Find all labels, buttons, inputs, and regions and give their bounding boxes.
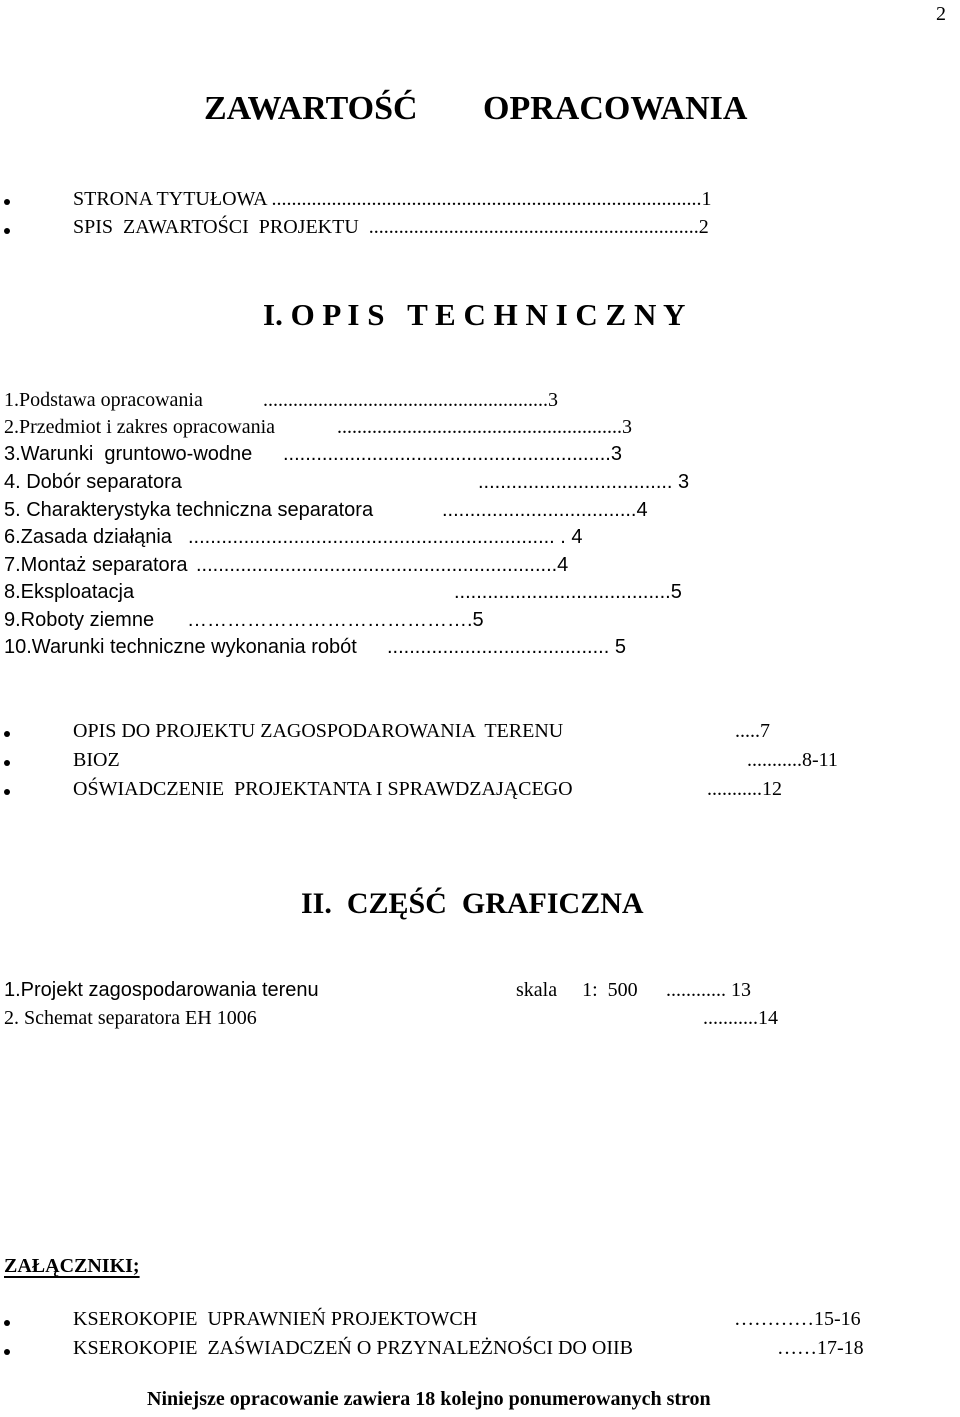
page-number: 2 xyxy=(936,3,946,25)
tech-item-2: 2.Przedmiot i zakres opracowania xyxy=(4,416,276,438)
tech-item-10: 10.Warunki techniczne wykonania robót xyxy=(4,636,357,658)
attachment-item-1-page: …………15-16 xyxy=(734,1308,861,1330)
section1-title: I. O P I S T E C H N I C Z N Y xyxy=(263,297,686,332)
graphic-item-2: 2. Schemat separatora EH 1006 xyxy=(4,1007,257,1029)
attachment-item-2-page: ……17-18 xyxy=(777,1337,864,1359)
title-right: OPRACOWANIA xyxy=(483,90,748,127)
item-statement-page: ...........12 xyxy=(707,778,782,800)
bullet-icon xyxy=(4,760,10,766)
bullet-icon xyxy=(4,228,10,234)
bullet-icon xyxy=(4,789,10,795)
tech-item-8-page: .......................................5 xyxy=(454,581,682,603)
tech-item-3: 3.Warunki gruntowo-wodne xyxy=(4,443,253,465)
item-bioz-page: ...........8-11 xyxy=(747,749,838,771)
item-statement: OŚWIADCZENIE PROJEKTANTA I SPRAWDZAJĄCEGO xyxy=(73,778,573,800)
bullet-icon xyxy=(4,199,10,205)
graphic-item-1-scale: skala 1: 500 xyxy=(516,979,638,1001)
graphic-item-1: 1.Projekt zagospodarowania terenu xyxy=(4,979,319,1001)
tech-item-3-page: ...........................................................3 xyxy=(283,443,622,465)
tech-item-6-page: .................................................................. . 4 xyxy=(188,526,583,548)
attachments-title: ZAŁĄCZNIKI; xyxy=(4,1255,140,1277)
tech-item-2-page: .........................................................3 xyxy=(337,416,632,438)
tech-item-5-page: ...................................4 xyxy=(442,499,648,521)
tech-item-7: 7.Montaż separatora xyxy=(4,554,188,576)
tech-item-4-page: ................................... 3 xyxy=(478,471,690,493)
tech-item-6: 6.Zasada działąnia xyxy=(4,526,172,548)
tech-item-7-page: .................................................................4 xyxy=(196,554,569,576)
bullet-icon xyxy=(4,1320,10,1326)
tech-item-9: 9.Roboty ziemne xyxy=(4,609,155,631)
tech-item-5: 5. Charakterystyka techniczna separatora xyxy=(4,499,374,521)
graphic-item-1-page: ............ 13 xyxy=(666,979,751,1001)
tech-item-1: 1.Podstawa opracowania xyxy=(4,389,203,411)
title-left: ZAWARTOŚĆ xyxy=(204,90,418,127)
toc-item-title-page: STRONA TYTUŁOWA ......................................................................................1 xyxy=(73,188,712,210)
tech-item-9-page: …………………………………….5 xyxy=(187,609,484,631)
footer-note: Niniejsze opracowanie zawiera 18 kolejno ponumerowanych stron xyxy=(147,1388,711,1410)
graphic-item-2-page: ...........14 xyxy=(703,1007,778,1029)
item-land-development: OPIS DO PROJEKTU ZAGOSPODAROWANIA TERENU xyxy=(73,720,564,742)
item-land-development-page: .....7 xyxy=(735,720,770,742)
bullet-icon xyxy=(4,1349,10,1355)
toc-item-contents: SPIS ZAWARTOŚCI PROJEKTU ..................................................................2 xyxy=(73,216,709,238)
tech-item-4: 4. Dobór separatora xyxy=(4,471,182,493)
attachment-item-2: KSEROKOPIE ZAŚWIADCZEŃ O PRZYNALEŻNOŚCI DO OIIB xyxy=(73,1337,633,1359)
item-bioz: BIOZ xyxy=(73,749,120,771)
tech-item-8: 8.Eksploatacja xyxy=(4,581,135,603)
tech-item-10-page: ........................................ 5 xyxy=(387,636,626,658)
tech-item-1-page: .........................................................3 xyxy=(263,389,558,411)
bullet-icon xyxy=(4,731,10,737)
section2-title: II. CZĘŚĆ GRAFICZNA xyxy=(301,887,644,920)
attachment-item-1: KSEROKOPIE UPRAWNIEŃ PROJEKTOWCH xyxy=(73,1308,478,1330)
